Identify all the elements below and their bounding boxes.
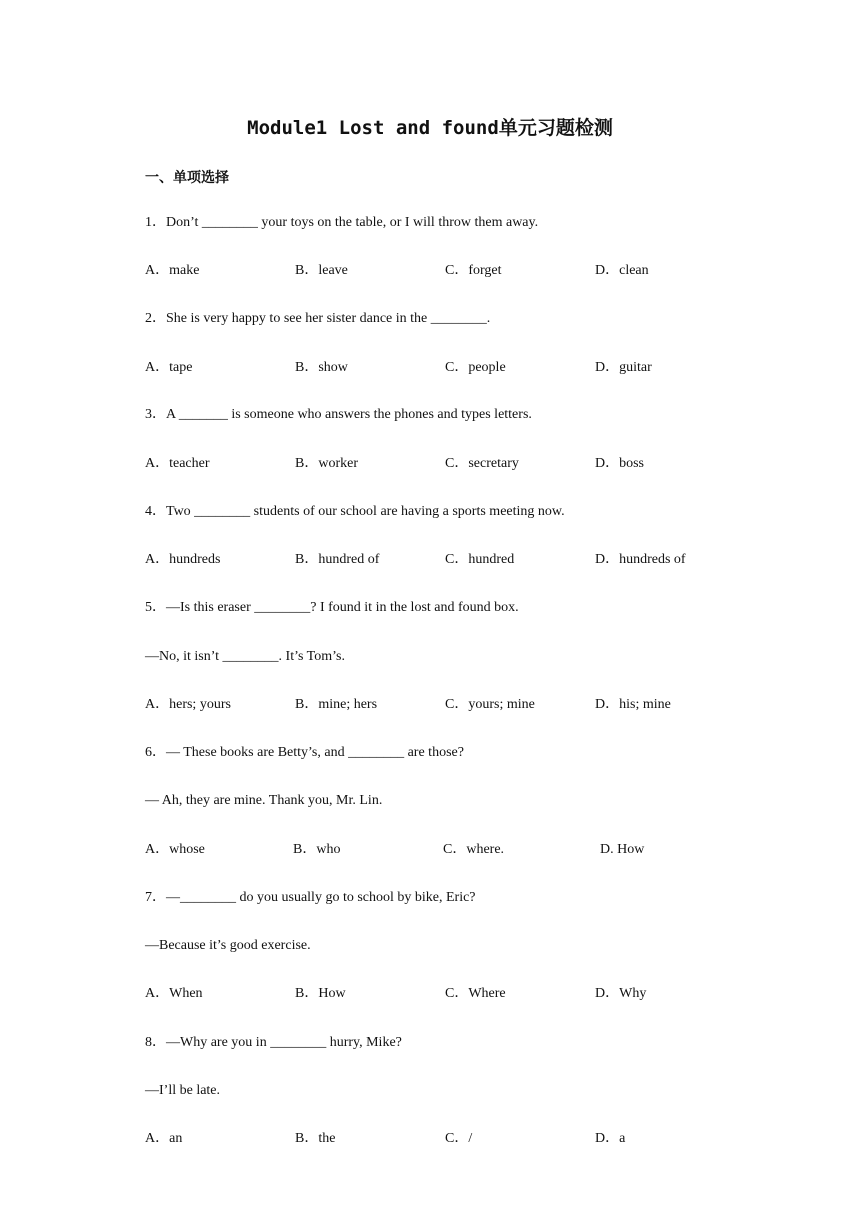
question-6-option-b: B．who	[293, 842, 341, 857]
question-1-option-b: B．leave	[295, 263, 348, 278]
question-4-option-b: B．hundred of	[295, 552, 380, 567]
question-6-reply: — Ah, they are mine. Thank you, Mr. Lin.	[145, 793, 383, 808]
page-title: Module1 Lost and found单元习题检测	[247, 117, 613, 139]
question-3-option-a: A．teacher	[145, 456, 210, 471]
question-2-stem: 2．She is very happy to see her sister dance in the ________.	[145, 311, 491, 326]
question-4-option-a: A．hundreds	[145, 552, 221, 567]
question-3-option-c: C．secretary	[445, 456, 519, 471]
question-7-stem: 7．—________ do you usually go to school by bike, Eric?	[145, 890, 476, 905]
question-6-option-a: A．whose	[145, 842, 205, 857]
question-1-option-a: A．make	[145, 263, 200, 278]
question-7-option-b: B．How	[295, 986, 346, 1001]
question-3-option-b: B．worker	[295, 456, 358, 471]
question-4-option-d: D．hundreds of	[595, 552, 686, 567]
question-5-option-a: A．hers; yours	[145, 697, 231, 712]
question-1-stem: 1．Don’t ________ your toys on the table, or I will throw them away.	[145, 215, 539, 230]
question-7-reply: —Because it’s good exercise.	[145, 938, 311, 953]
question-8-stem: 8．—Why are you in ________ hurry, Mike?	[145, 1035, 402, 1050]
question-2-option-d: D．guitar	[595, 360, 652, 375]
question-3-stem: 3．A _______ is someone who answers the phones and types letters.	[145, 407, 532, 422]
question-7-option-c: C．Where	[445, 986, 506, 1001]
question-5-reply: —No, it isn’t ________. It’s Tom’s.	[145, 649, 345, 664]
question-2-option-a: A．tape	[145, 360, 193, 375]
question-2-option-b: B．show	[295, 360, 348, 375]
question-3-option-d: D．boss	[595, 456, 645, 471]
question-5-option-b: B．mine; hers	[295, 697, 378, 712]
question-6-option-d: D. How	[600, 842, 645, 857]
question-8-option-a: A．an	[145, 1131, 183, 1146]
question-6-stem: 6．— These books are Betty’s, and ________ are those?	[145, 745, 464, 760]
question-7-option-a: A．When	[145, 986, 203, 1001]
question-8-option-d: D．a	[595, 1131, 626, 1146]
question-5-option-c: C．yours; mine	[445, 697, 535, 712]
question-5-option-d: D．his; mine	[595, 697, 671, 712]
question-4-stem: 4．Two ________ students of our school are having a sports meeting now.	[145, 504, 565, 519]
question-6-option-c: C．where.	[443, 842, 505, 857]
question-1-option-d: D．clean	[595, 263, 649, 278]
question-8-option-c: C．/	[445, 1131, 473, 1146]
question-1-option-c: C．forget	[445, 263, 502, 278]
question-8-option-b: B．the	[295, 1131, 336, 1146]
question-2-option-c: C．people	[445, 360, 506, 375]
question-5-stem: 5．—Is this eraser ________? I found it in the lost and found box.	[145, 600, 519, 615]
question-4-option-c: C．hundred	[445, 552, 515, 567]
question-7-option-d: D．Why	[595, 986, 647, 1001]
section-heading: 一、单项选择	[145, 170, 229, 186]
question-8-reply: —I’ll be late.	[145, 1083, 221, 1098]
